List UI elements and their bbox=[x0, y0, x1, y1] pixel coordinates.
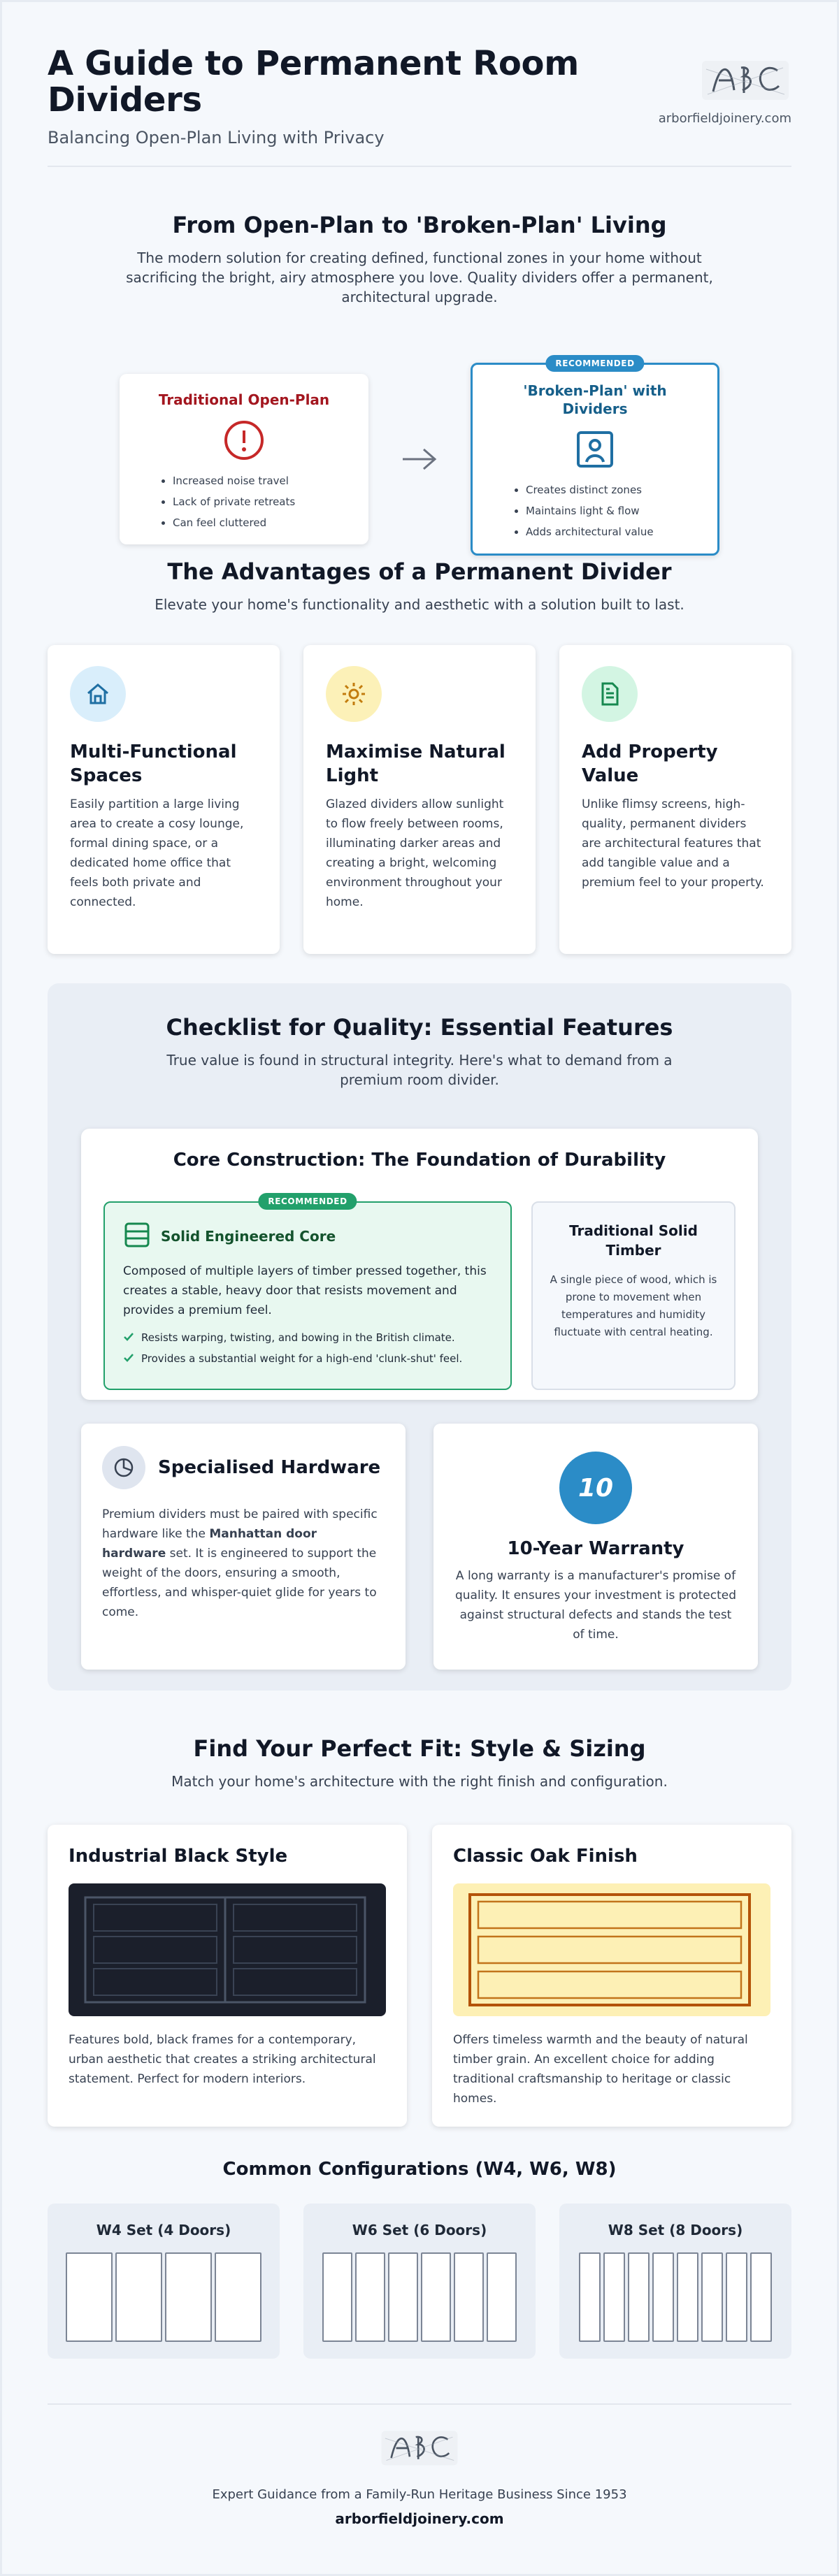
advantage-card bbox=[559, 645, 791, 954]
door-panel bbox=[726, 2252, 747, 2342]
footer-url[interactable]: arborfieldjoinery.com bbox=[335, 2510, 504, 2527]
check-icon bbox=[123, 1331, 134, 1345]
warranty-icon-text: 10 bbox=[578, 1473, 614, 1503]
logo-monogram bbox=[699, 55, 791, 108]
traditional-title: Traditional Open-Plan bbox=[158, 391, 330, 408]
page-footer bbox=[48, 2403, 791, 2527]
intro-text: The modern solution for creating defined, functional zones in your home without sacrificing the bright, airy atmosphere you love. Quality dividers offer a permanent, architectural upgrade. bbox=[126, 249, 713, 305]
recommended-badge: RECOMMENDED bbox=[545, 355, 644, 372]
black-frame-illustration bbox=[69, 1883, 386, 2016]
door-panel bbox=[454, 2252, 484, 2342]
warranty-title: 10-Year Warranty bbox=[507, 1538, 684, 1559]
timber-title: Traditional Solid Timber bbox=[569, 1222, 698, 1259]
intro-title: From Open-Plan to 'Broken-Plan' Living bbox=[172, 212, 667, 238]
door-diagram bbox=[64, 2252, 263, 2342]
warranty-text: A long warranty is a manufacturer's promise of quality. It ensures your investment is protected against structural defects and stands the test of time. bbox=[454, 1569, 737, 1642]
config-label: W4 Set (4 Doors) bbox=[96, 2222, 231, 2238]
check-text: Provides a substantial weight for a high-end 'clunk-shut' feel. bbox=[141, 1352, 463, 1365]
door-panel bbox=[165, 2252, 212, 2342]
check-text: Resists warping, twisting, and bowing in the British climate. bbox=[141, 1331, 455, 1344]
arrow-right-icon bbox=[368, 445, 471, 473]
advantage-title: Multi-Functional Spaces bbox=[70, 741, 237, 786]
checklist-intro: True value is found in structural integrity. Here's what to demand from a premium room divider. bbox=[166, 1052, 673, 1088]
broken-plan-card bbox=[471, 359, 719, 556]
alert-icon bbox=[222, 419, 266, 462]
traditional-card bbox=[120, 374, 368, 544]
door-panel bbox=[603, 2252, 625, 2342]
door-panel bbox=[652, 2252, 674, 2342]
door-panel bbox=[701, 2252, 723, 2342]
timber-text: A single piece of wood, which is prone to movement when temperatures and humidity fluctuate with central heating. bbox=[550, 1273, 717, 1338]
zone-icon bbox=[573, 428, 617, 471]
config-card-w6 bbox=[303, 2204, 536, 2359]
door-panel bbox=[579, 2252, 601, 2342]
advantage-title: Maximise Natural Light bbox=[326, 741, 505, 786]
door-panel bbox=[322, 2252, 352, 2342]
broken-plan-title: 'Broken-Plan' with Dividers bbox=[523, 382, 667, 417]
config-title: Common Configurations (W4, W6, W8) bbox=[222, 2159, 617, 2180]
footer-logo-monogram bbox=[48, 2426, 791, 2473]
check-icon bbox=[123, 1352, 134, 1366]
pie-chart-icon bbox=[102, 1446, 145, 1489]
config-label: W8 Set (8 Doors) bbox=[608, 2222, 743, 2238]
checklist-title: Checklist for Quality: Essential Features bbox=[166, 1014, 673, 1041]
list-item: • Maintains light & flow bbox=[526, 505, 701, 517]
page-header bbox=[48, 2, 791, 167]
hardware-product-name[interactable]: Manhattan door hardware bbox=[102, 1527, 317, 1561]
door-panel bbox=[66, 2252, 113, 2342]
hardware-text-end: set. It is engineered to support the weight of the doors, ensuring a smooth, effortless, and whisper-quiet glide for years to come. bbox=[102, 1547, 377, 1619]
config-card-w4 bbox=[48, 2204, 280, 2359]
advantage-text: Unlike flimsy screens, high-quality, permanent dividers are architectural features that add tangible value and a premium feel to your property. bbox=[582, 797, 764, 890]
warranty-card bbox=[433, 1424, 758, 1670]
door-panel bbox=[115, 2252, 162, 2342]
engineered-core-card bbox=[103, 1196, 512, 1390]
checklist-section bbox=[48, 983, 791, 1691]
engineered-title: Solid Engineered Core bbox=[161, 1228, 336, 1245]
hardware-text-start: Premium dividers must be paired with specific hardware like the bbox=[102, 1507, 378, 1541]
comparison bbox=[48, 359, 791, 556]
door-panel bbox=[628, 2252, 650, 2342]
advantage-title: Add Property Value bbox=[582, 741, 718, 786]
style-card-black bbox=[48, 1825, 407, 2127]
list-item: • Adds architectural value bbox=[526, 526, 701, 538]
warranty-badge-icon bbox=[559, 1452, 632, 1524]
style-card-oak bbox=[432, 1825, 791, 2127]
page-title: A Guide to Permanent Room Dividers bbox=[48, 44, 579, 120]
advantages-title: The Advantages of a Permanent Divider bbox=[167, 558, 672, 585]
check-item bbox=[123, 1331, 492, 1345]
fit-intro: Match your home's architecture with the right finish and configuration. bbox=[171, 1773, 668, 1790]
list-item: • Can feel cluttered bbox=[173, 516, 352, 529]
style-text: Offers timeless warmth and the beauty of natural timber grain. An excellent choice for adding traditional craftsmanship to heritage or classic homes. bbox=[453, 2033, 748, 2106]
door-panel bbox=[487, 2252, 517, 2342]
hardware-title: Specialised Hardware bbox=[158, 1457, 381, 1478]
config-card-w8 bbox=[559, 2204, 791, 2359]
sun-icon bbox=[326, 666, 382, 722]
fit-section bbox=[48, 1691, 791, 2359]
style-title: Industrial Black Style bbox=[69, 1846, 288, 1867]
check-item bbox=[123, 1352, 492, 1366]
hardware-card bbox=[81, 1424, 406, 1670]
engineered-text: Composed of multiple layers of timber pressed together, this creates a stable, heavy door that resists movement and provides a premium feel. bbox=[123, 1264, 487, 1317]
hardware-text bbox=[102, 1505, 385, 1622]
door-panel bbox=[677, 2252, 698, 2342]
advantages-intro: Elevate your home's functionality and aesthetic with a solution built to last. bbox=[155, 596, 684, 613]
core-construction-panel bbox=[81, 1129, 758, 1400]
door-diagram bbox=[320, 2252, 519, 2342]
style-title: Classic Oak Finish bbox=[453, 1846, 638, 1867]
advantage-text: Glazed dividers allow sunlight to flow freely between rooms, illuminating darker areas and creating a bright, welcoming environment throughout your home. bbox=[326, 797, 504, 909]
intro-section bbox=[48, 167, 791, 558]
core-title: Core Construction: The Foundation of Durability bbox=[173, 1150, 666, 1171]
door-panel bbox=[215, 2252, 261, 2342]
list-item: • Creates distinct zones bbox=[526, 484, 701, 496]
advantages-section bbox=[48, 558, 791, 983]
advantage-card bbox=[48, 645, 280, 954]
home-icon bbox=[70, 666, 126, 722]
footer-tagline: Expert Guidance from a Family-Run Heritage Business Since 1953 bbox=[212, 2487, 627, 2502]
broken-plan-list bbox=[489, 484, 701, 538]
recommended-badge: RECOMMENDED bbox=[258, 1193, 357, 1210]
style-text: Features bold, black frames for a contemporary, urban aesthetic that creates a striking architectural statement. Perfect for modern interiors. bbox=[69, 2033, 376, 2086]
header-url[interactable]: arborfieldjoinery.com bbox=[658, 111, 791, 126]
door-diagram bbox=[576, 2252, 775, 2342]
traditional-list bbox=[136, 475, 352, 529]
list-item: • Lack of private retreats bbox=[173, 495, 352, 508]
page-subtitle: Balancing Open-Plan Living with Privacy bbox=[48, 128, 385, 147]
config-label: W6 Set (6 Doors) bbox=[352, 2222, 487, 2238]
advantage-text: Easily partition a large living area to create a cosy lounge, formal dining space, or a dedicated home office that feels both private and connected. bbox=[70, 797, 244, 909]
solid-timber-card bbox=[531, 1201, 736, 1390]
door-panel bbox=[355, 2252, 385, 2342]
list-item: • Increased noise travel bbox=[173, 475, 352, 487]
fit-title: Find Your Perfect Fit: Style & Sizing bbox=[193, 1735, 646, 1762]
document-icon bbox=[582, 666, 638, 722]
door-panel bbox=[421, 2252, 451, 2342]
layers-icon bbox=[123, 1221, 151, 1252]
door-panel bbox=[388, 2252, 418, 2342]
advantage-card bbox=[303, 645, 536, 954]
door-panel bbox=[750, 2252, 772, 2342]
oak-frame-illustration bbox=[453, 1883, 770, 2016]
